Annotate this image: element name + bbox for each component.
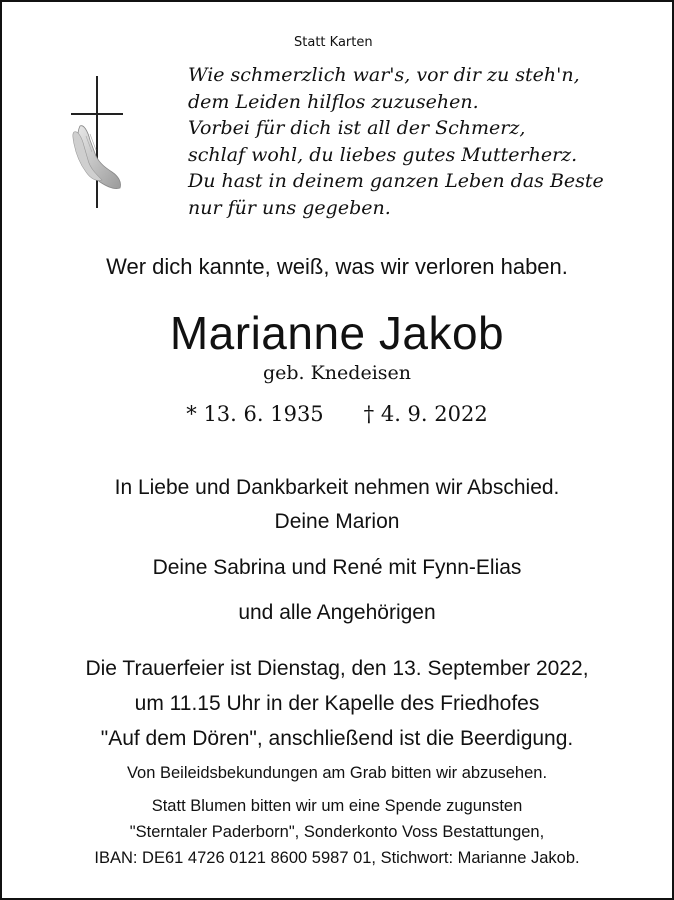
- praying-hands-icon: [66, 122, 126, 192]
- birth-date: * 13. 6. 1935: [186, 402, 324, 426]
- poem-line: schlaf wohl, du liebes gutes Mutterherz.: [188, 143, 578, 166]
- poem-line: Wie schmerzlich war's, vor dir zu steh'n,: [188, 64, 580, 86]
- life-dates: [2, 402, 672, 426]
- poem-line: Vorbei für dich ist all der Schmerz,: [188, 117, 526, 139]
- ceremony-line: "Auf dem Dören", anschließend ist die Beerdigung.: [100, 727, 574, 750]
- mourner-name: Deine Sabrina und René mit Fynn-Elias: [152, 556, 522, 579]
- mourner-name: Deine Marion: [274, 510, 400, 533]
- poem-line: nur für uns gegeben.: [188, 196, 391, 219]
- note-line: IBAN: DE61 4726 0121 8600 5987 01, Stichwort: Marianne Jakob.: [94, 849, 580, 867]
- statt-karten-label: Statt Karten: [294, 35, 373, 50]
- note-line: "Sterntaler Paderborn", Sonderkonto Voss Bestattungen,: [129, 823, 545, 841]
- farewell-line: In Liebe und Dankbarkeit nehmen wir Abschied.: [114, 476, 560, 499]
- ceremony-line: um 11.15 Uhr in der Kapelle des Friedhofes: [134, 692, 540, 715]
- deceased-name: Marianne Jakob: [169, 307, 505, 359]
- death-date: † 4. 9. 2022: [363, 402, 488, 426]
- quote: Wer dich kannte, weiß, was wir verloren haben.: [106, 254, 568, 279]
- poem-line: dem Leiden hilflos zuzusehen.: [188, 90, 479, 113]
- note-line: Von Beileidsbekundungen am Grab bitten wir abzusehen.: [126, 764, 548, 782]
- ceremony-line: Die Trauerfeier ist Dienstag, den 13. September 2022,: [85, 657, 589, 680]
- poem-line: Du hast in deinem ganzen Leben das Beste: [188, 170, 604, 192]
- birth-name: geb. Knedeisen: [262, 362, 412, 384]
- cross-icon-bar: [71, 113, 123, 115]
- mourner-name: und alle Angehörigen: [238, 601, 436, 624]
- note-line: Statt Blumen bitten wir um eine Spende zugunsten: [151, 797, 523, 815]
- poem: [188, 62, 604, 221]
